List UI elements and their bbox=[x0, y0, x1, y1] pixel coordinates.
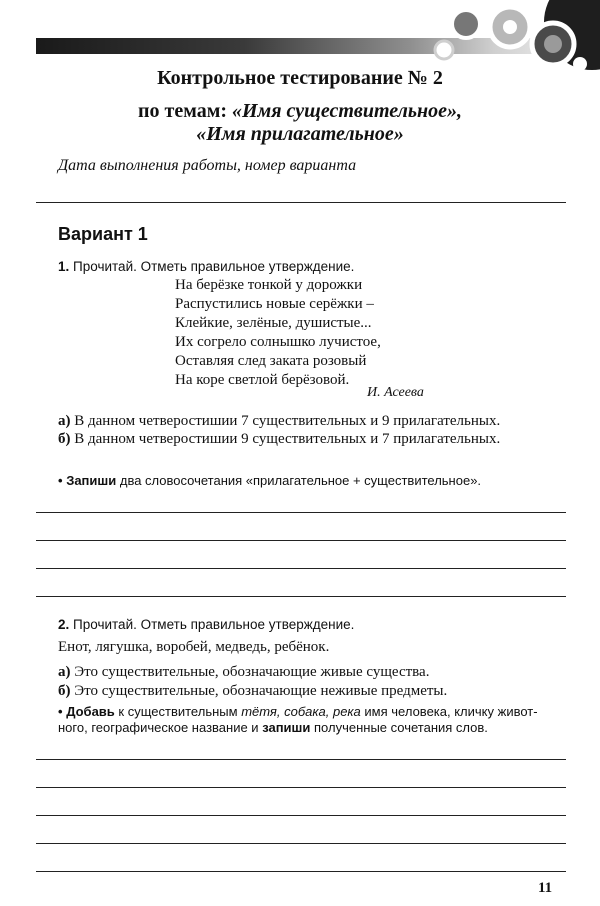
page-number: 11 bbox=[538, 880, 553, 896]
task2-extra-instruction bbox=[58, 704, 566, 736]
task1-instruction-text: Прочитай. Отметь правильное утверждение. bbox=[73, 259, 355, 274]
answer-line[interactable] bbox=[36, 787, 566, 788]
extra-bold-verb: Запиши bbox=[66, 473, 117, 488]
task2-option-b[interactable] bbox=[58, 682, 566, 700]
option-b-label: б) bbox=[58, 683, 71, 699]
task1-number: 1. bbox=[58, 259, 70, 274]
task2-instruction-text: Прочитай. Отметь правильное утверждение. bbox=[73, 617, 355, 632]
option-a-text: Это существительные, обозначающие живые существа. bbox=[74, 664, 430, 680]
bullet: • bbox=[58, 473, 63, 488]
answer-line[interactable] bbox=[36, 540, 566, 541]
poem-line: Распустились новые серёжки – bbox=[175, 296, 374, 312]
task2-instruction bbox=[58, 617, 354, 632]
title-line-2 bbox=[0, 99, 600, 123]
variant-heading: Вариант 1 bbox=[58, 224, 148, 244]
title-prefix: по темам: bbox=[138, 100, 232, 122]
answer-line[interactable] bbox=[36, 871, 566, 872]
task2-number: 2. bbox=[58, 617, 70, 632]
add-bold-verb-2: запиши bbox=[262, 720, 311, 735]
task1-option-a[interactable] bbox=[58, 412, 566, 430]
option-b-text: В данном четверостишии 9 существительных и 7 прилагательных. bbox=[74, 431, 501, 447]
option-a-label: а) bbox=[58, 413, 71, 429]
poem-line: Оставляя след заката розовый bbox=[175, 353, 367, 369]
bullet: • bbox=[58, 704, 63, 719]
answer-line[interactable] bbox=[36, 596, 566, 597]
task2-option-a[interactable] bbox=[58, 663, 566, 681]
task1-option-b[interactable] bbox=[58, 430, 566, 448]
add-text-3: полученные сочетания слов. bbox=[314, 720, 488, 735]
title-topic-1: «Имя существительное», bbox=[232, 100, 462, 122]
add-bold-verb: Добавь bbox=[66, 704, 115, 719]
title-topic-2: «Имя прилагательное» bbox=[196, 123, 404, 145]
answer-line[interactable] bbox=[36, 815, 566, 816]
poem-line: На берёзке тонкой у дорожки bbox=[175, 277, 363, 293]
option-b-label: б) bbox=[58, 431, 71, 447]
poem-line: Клейкие, зелёные, душистые... bbox=[175, 315, 372, 331]
task2-words: Енот, лягушка, воробей, медведь, ребёнок. bbox=[58, 639, 330, 655]
task1-extra-instruction bbox=[58, 473, 566, 489]
date-label: Дата выполнения работы, номер варианта bbox=[58, 157, 357, 174]
poem-line: На коре светлой берёзовой. bbox=[175, 372, 350, 388]
option-a-text: В данном четверостишии 7 существительных и 9 прилагательных. bbox=[74, 413, 501, 429]
poem-author: И. Асеева bbox=[367, 385, 424, 400]
extra-text: два словосочетания «прилагательное + существительное». bbox=[119, 473, 482, 488]
answer-line[interactable] bbox=[36, 568, 566, 569]
answer-line[interactable] bbox=[36, 512, 566, 513]
date-answer-line[interactable] bbox=[36, 202, 566, 203]
title-line-3 bbox=[0, 122, 600, 146]
add-text-2: имя человека, кличку живот-ного, географическое название и bbox=[58, 704, 538, 735]
option-b-text: Это существительные, обозначающие неживые предметы. bbox=[74, 683, 448, 699]
option-a-label: а) bbox=[58, 664, 71, 680]
answer-line[interactable] bbox=[36, 843, 566, 844]
answer-line[interactable] bbox=[36, 759, 566, 760]
add-text-1: к существительным bbox=[118, 704, 238, 719]
add-italic-words: тётя, собака, река bbox=[241, 704, 361, 719]
page-title: Контрольное тестирование № 2 bbox=[157, 67, 443, 89]
task1-instruction bbox=[58, 259, 354, 274]
poem-line: Их согрело солнышко лучистое, bbox=[175, 334, 381, 350]
poem bbox=[175, 276, 381, 390]
